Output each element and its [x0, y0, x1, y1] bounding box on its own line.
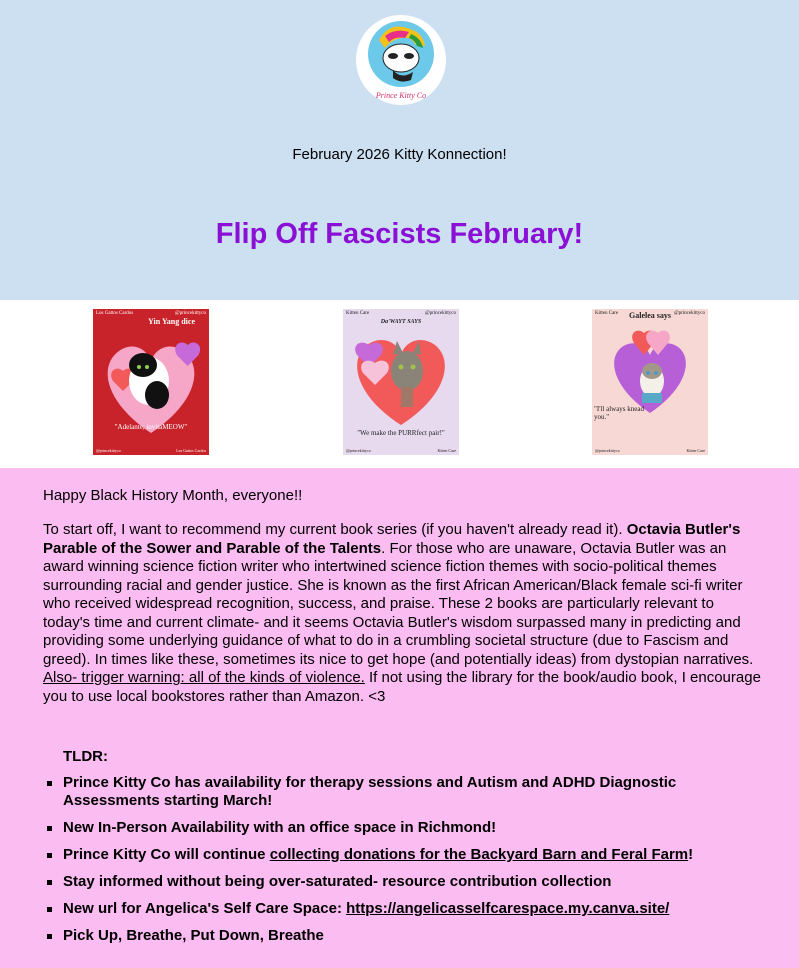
list-item: [43, 900, 763, 918]
self-care-space-link[interactable]: https://angelicasselfcarespace.my.canva.site/: [346, 900, 670, 917]
kitten-cards-row: [0, 300, 799, 468]
kitten-card-yin-yang[interactable]: [93, 309, 209, 455]
list-item-text: Stay informed without being over-saturated- resource contribution collection: [63, 873, 612, 890]
card-handle: @princekittyco: [175, 311, 206, 316]
card-quote: "Adelante, invitaMEOW": [114, 423, 188, 431]
list-item: [43, 927, 763, 945]
card-foot-brand: Los Gattos Cardos: [176, 448, 206, 453]
card-foot-brand: Kitten Care: [437, 448, 456, 453]
intro-text-3: If not using the library for the book/audio book, I encourage you to use local bookstores rather than Amazon. <3: [43, 669, 761, 705]
book-title: Octavia Butler's Parable of the Sower and Parable of the Talents: [43, 521, 741, 557]
newsletter-body: [0, 468, 799, 968]
card-foot-handle: @princekittyco: [96, 448, 121, 453]
heart-graphic: [93, 309, 209, 455]
list-item-text: Prince Kitty Co has availability for therapy sessions and Autism and ADHD Diagnostic Assessments starting March!: [63, 774, 677, 809]
card-handle: @princekittyco: [674, 311, 705, 316]
logo-text: Prince Kitty Co: [375, 91, 427, 100]
list-item-text: !: [688, 846, 694, 863]
list-item: [43, 774, 763, 810]
list-item-text: Pick Up, Breathe, Put Down, Breathe: [63, 927, 324, 944]
card-foot-handle: @princekittyco: [595, 448, 620, 453]
edition-title: February 2026 Kitty Konnection!: [292, 146, 507, 163]
trigger-warning: Also- trigger warning: all of the kinds of violence.: [43, 669, 365, 686]
newsletter-header: [0, 0, 799, 300]
greeting: Happy Black History Month, everyone!!: [43, 487, 303, 504]
list-item: [43, 873, 763, 891]
list-item-text: New In-Person Availability with an office space in Richmond!: [63, 819, 497, 836]
intro-paragraph: [43, 521, 763, 706]
card-brand: Kitten Care: [346, 311, 370, 316]
heart-graphic: [592, 309, 708, 455]
kitten-card-dawayt[interactable]: [343, 309, 459, 455]
card-title: Yin Yang dice: [148, 317, 195, 326]
kitten-card-galelea[interactable]: [592, 309, 708, 455]
list-item: [43, 846, 763, 864]
headline: Flip Off Fascists February!: [215, 218, 584, 250]
card-foot-brand: Kitten Care: [686, 448, 705, 453]
card-title: Galelea says: [629, 311, 671, 320]
card-title: Da'WAYT SAYS: [380, 319, 422, 325]
list-item-text: Prince Kitty Co will continue: [63, 846, 270, 863]
card-brand: Kitten Care: [595, 311, 619, 316]
card-foot-handle: @princekittyco: [346, 448, 371, 453]
tldr-list: [43, 774, 763, 954]
donations-link[interactable]: collecting donations for the Backyard Barn and Feral Farm: [269, 846, 689, 863]
card-quote: "We make the PURRfect pair!": [357, 429, 445, 437]
list-item-text: New url for Angelica's Self Care Space:: [63, 900, 347, 917]
tldr-heading: TLDR:: [63, 748, 108, 765]
intro-text-1: To start off, I want to recommend my current book series (if you haven't already read it).: [43, 521, 627, 538]
card-handle: @princekittyco: [425, 311, 456, 316]
card-quote: "I'll always knead you.": [594, 405, 644, 421]
intro-text-2: . For those who are unaware, Octavia Butler was an award winning science fiction writer who intertwined science fiction themes with socio-political themes surrounding racial and gender justice. She is known as the first African American/Black female sci-fi writer who received widespread recognition, success, and praise. These 2 books are particularly relevant to today's time and current climate- and it seems Octavia Butler's wisdom surpassed many in predicting and providing some underlying guidance of what to do in a crumbling societal structure (due to Fascism and greed). In times like these, sometimes its nice to get hope (and potentially ideas) from dystopian narratives.: [43, 539, 754, 668]
prince-kitty-co-logo: [355, 14, 447, 106]
list-item: [43, 819, 763, 837]
card-brand: Los Gattos Cardos: [96, 311, 134, 316]
